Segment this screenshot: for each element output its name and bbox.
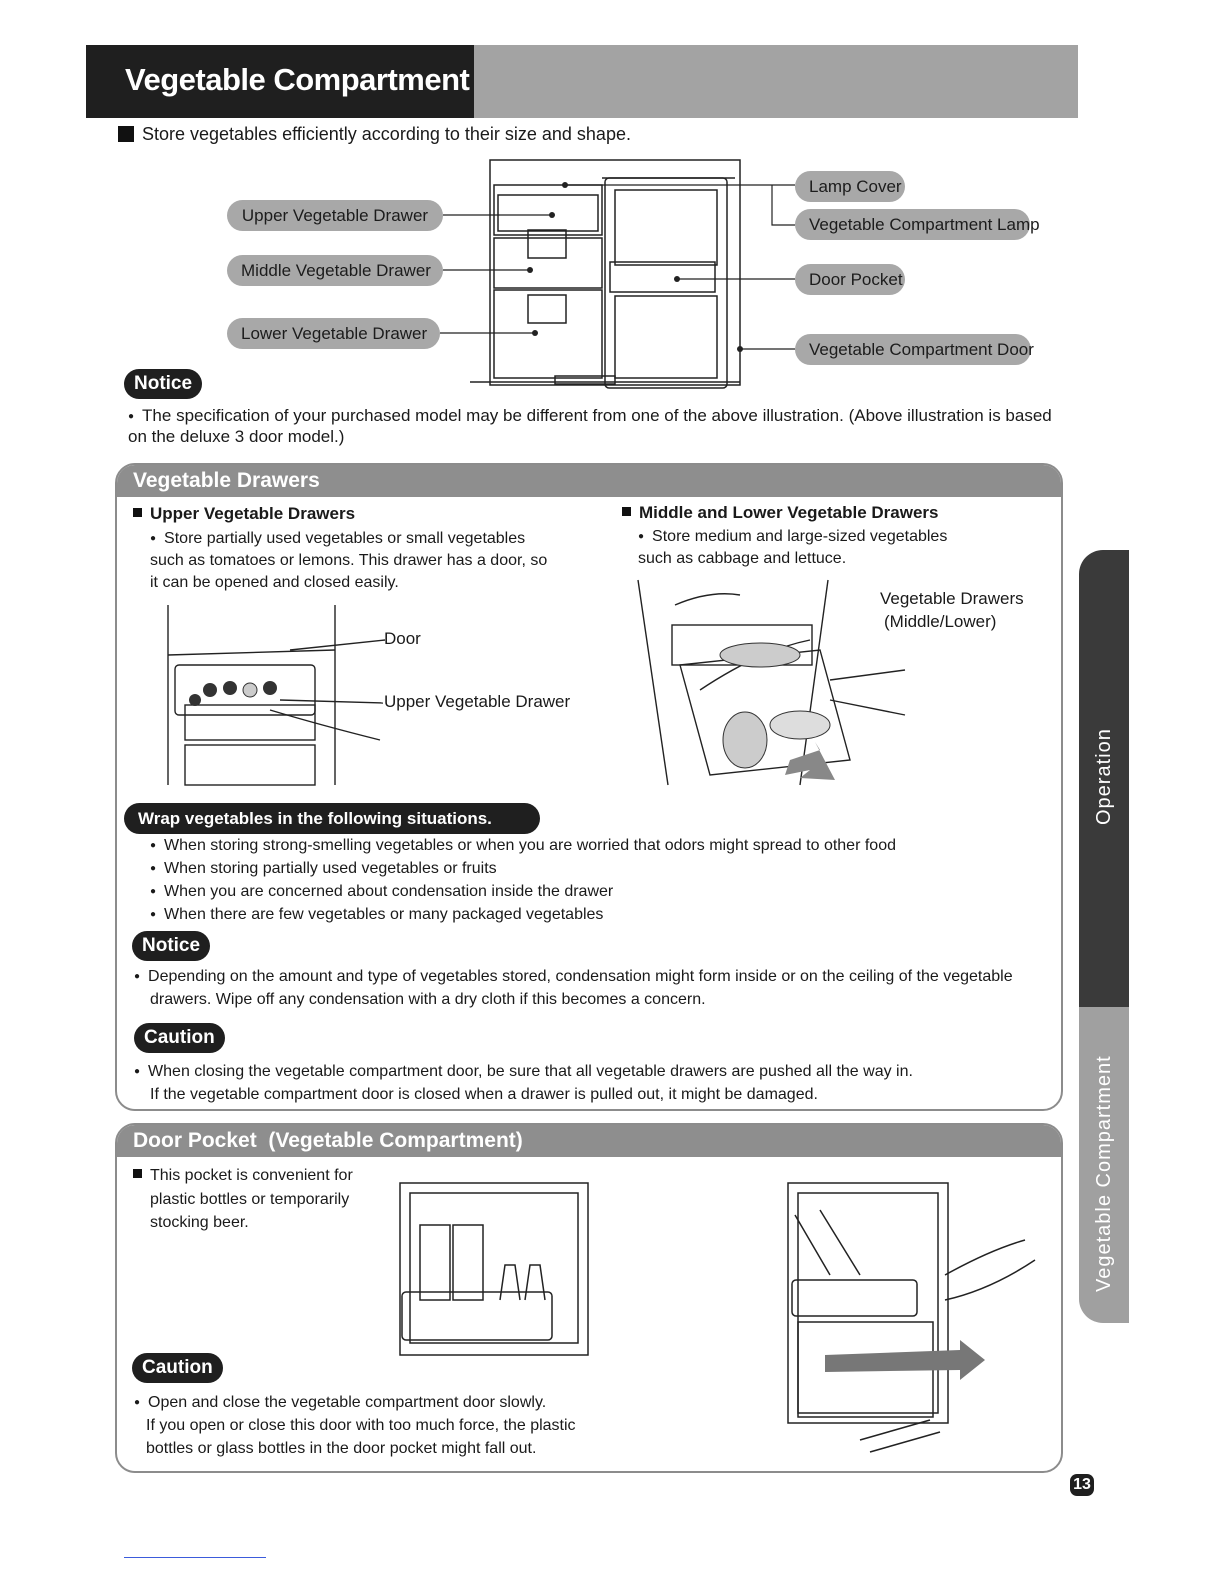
label-upper-vegetable-drawer: Upper Vegetable Drawer [384,692,571,711]
middle-lower-text: ● Store medium and large-sized vegetables such as cabbage and lettuce. [638,526,958,570]
side-tab-operation[interactable]: Operation [1079,550,1129,1007]
label-door: Door [384,629,421,648]
caution-badge: Caution [132,1353,223,1383]
caution-line: If you open or close this door with too much force, the plastic [146,1417,576,1434]
side-tab-vegetable-compartment[interactable]: Vegetable Compartment [1079,1007,1129,1323]
upper-drawers-heading: Upper Vegetable Drawers [133,504,355,524]
wrap-item: ● When you are concerned about condensation inside the drawer [150,881,613,903]
divider [124,1557,266,1558]
notice-line: drawers. Wipe off any condensation with a dry cloth if this becomes a concern. [150,991,706,1008]
upper-drawers-text: ● Store partially used vegetables or small vegetables such as tomatoes or lemons. This drawer has a door, so it can be opened and closed easily. [150,528,550,594]
wrap-item: ● When storing strong-smelling vegetables or when you are worried that odors might spread to other food [150,835,896,857]
label-middle-lower: (Middle/Lower) [884,612,997,631]
wrap-item: ● When there are few vegetables or many packaged vegetables [150,904,603,926]
page-title: Vegetable Compartment [125,62,470,97]
label-lower-drawer: Lower Vegetable Drawer [227,318,440,349]
notice-line: ● Depending on the amount and type of vegetables stored, condensation might form inside or on the ceiling of the vegetable [134,966,1013,988]
wrap-item: ● When storing partially used vegetables or fruits [150,858,497,880]
panel-title: Vegetable Drawers [117,465,1061,497]
caution-line: If the vegetable compartment door is closed when a drawer is pulled out, it might be damaged. [150,1086,818,1103]
caution-line: ● Open and close the vegetable compartment door slowly. [134,1392,546,1414]
label-door-pocket: Door Pocket [795,264,905,295]
label-compartment-door: Vegetable Compartment Door [795,334,1031,365]
notice-badge: Notice [124,369,202,399]
caution-line: bottles or glass bottles in the door pocket might fall out. [146,1440,537,1457]
notice-text: ● The specification of your purchased model may be different from one of the above illustration. (Above illustration is based on the deluxe 3 door model.) [128,406,1058,447]
caution-badge: Caution [134,1023,225,1053]
label-middle-drawer: Middle Vegetable Drawer [227,255,443,286]
notice-badge: Notice [132,931,210,961]
page-number: 13 [1070,1474,1094,1496]
caution-line: ● When closing the vegetable compartment door, be sure that all vegetable drawers are pushed all the way in. [134,1061,913,1083]
middle-lower-heading: Middle and Lower Vegetable Drawers [622,503,938,523]
label-lamp-cover: Lamp Cover [795,171,905,202]
intro-text: Store vegetables efficiently according to their size and shape. [118,124,631,145]
pocket-text-line: stocking beer. [150,1214,249,1231]
panel-title: Door Pocket (Vegetable Compartment) [117,1125,1061,1157]
wrap-heading: Wrap vegetables in the following situations. [124,803,540,834]
pocket-text-line: plastic bottles or temporarily [150,1191,350,1208]
pocket-text-line: This pocket is convenient for [133,1165,353,1187]
label-vegetable-drawers: Vegetable Drawers [880,589,1024,608]
label-upper-drawer: Upper Vegetable Drawer [227,200,443,231]
label-compartment-lamp: Vegetable Compartment Lamp [795,209,1030,240]
